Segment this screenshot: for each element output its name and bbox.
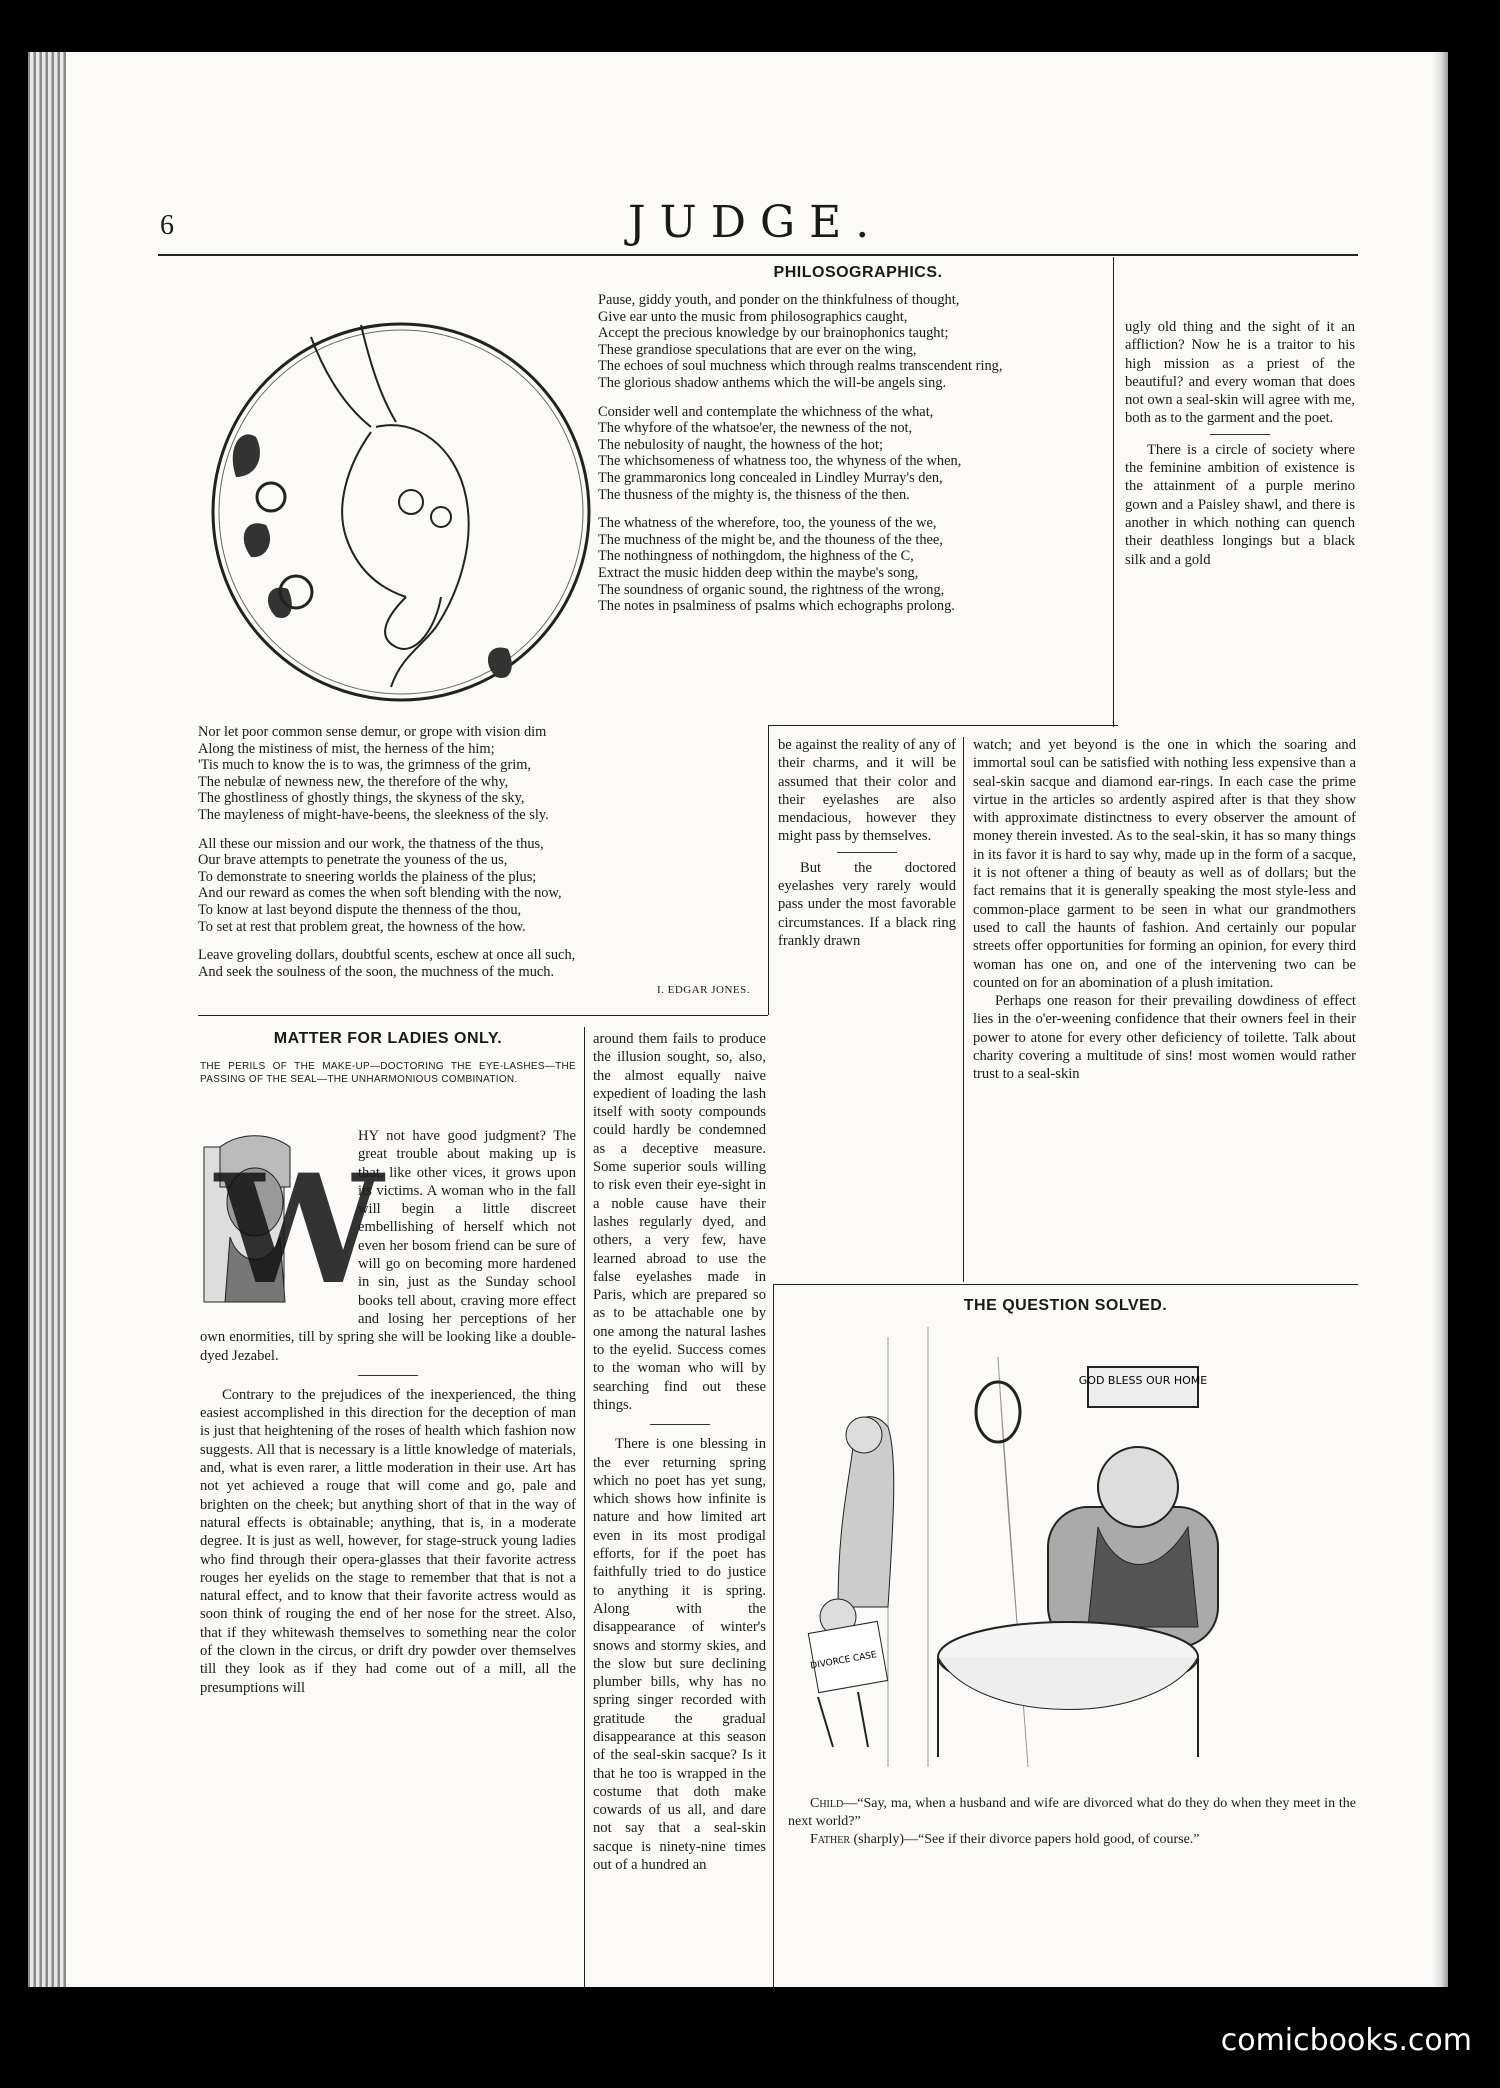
masthead: JUDGE.	[628, 197, 884, 248]
father-quote: (sharply)—“See if their divorce papers hold good, of course.”	[850, 1832, 1200, 1847]
ladies-title: MATTER FOR LADIES ONLY.	[273, 1030, 503, 1047]
poem-line: And seek the soulness of the soon, the muchness of the much.	[198, 963, 555, 980]
poem-line: The nebulosity of naught, the howness of the hot;	[598, 436, 883, 453]
stanza-3	[598, 515, 1138, 615]
ladies-subtitle: THE PERILS OF THE MAKE-UP—DOCTORING THE EYE-LASHES—THE PASSING OF THE SEAL—THE UNHARMONIOUS COMBINATION.	[200, 1061, 576, 1085]
wall-sign-text: GOD BLESS OUR HOME	[1078, 1374, 1208, 1387]
wide-right-column	[973, 736, 1356, 1084]
dropcap-letter: W	[215, 1142, 384, 1318]
poem-line: Consider well and contemplate the whichness of the what,	[598, 403, 934, 420]
philo-stanzas-top	[598, 292, 1138, 627]
father-label: Father	[810, 1832, 851, 1847]
ladies-column-2	[593, 1030, 766, 1874]
philo-stanzas-bottom	[198, 724, 758, 999]
poem-line: The soundness of organic sound, the rightness of the wrong,	[598, 581, 945, 598]
poem-line: The mayleness of might-have-beens, the sleekness of the sly.	[198, 806, 549, 823]
paragraph: ugly old thing and the sight of it an affliction? Now he is a traitor to his high mission as a priest of the beautiful? and every woman that does not own a seal-skin will agree with me, both as to the garment and the poet.	[1125, 319, 1355, 427]
divider	[1210, 434, 1270, 435]
divider	[358, 1375, 418, 1376]
donkey-illustration	[196, 297, 596, 727]
poem-line: Extract the music hidden deep within the maybe's song,	[598, 564, 919, 581]
poem-line: Along the mistiness of mist, the herness of the him;	[198, 740, 495, 757]
divider	[837, 852, 897, 853]
stanza-5	[198, 836, 758, 936]
paragraph: around them fails to produce the illusion sought, so, also, the almost equally naive expedient of loading the lash itself with sooty compounds could hardly be condemned as a deceptive measure. Some superior souls willing to risk even their eye-sight in a noble cause have their lashes regularly dyed, and others, a very few, have learned abroad to use the false eyelashes made in Paris, which are prepared so as to be attachable one by one among the natural lashes to the eyelid. Success comes to the woman who will by searching find out these things.	[593, 1031, 766, 1413]
poem-line: The glorious shadow anthems which the will-be angels sing.	[598, 374, 947, 391]
poem-line: Give ear unto the music from philosographics caught,	[598, 308, 908, 325]
watermark: comicbooks.com	[1220, 2023, 1472, 2058]
dropcap-illustration	[200, 1127, 384, 1318]
cartoon-illustration	[798, 1327, 1353, 1777]
cartoon-caption	[788, 1795, 1356, 1849]
poem-line: The echoes of soul muchness which through realms transcendent ring,	[598, 358, 1003, 375]
poem-line: The whichsomeness of whatness too, the whyness of the when,	[598, 453, 962, 470]
page-edge	[1432, 52, 1448, 1987]
poem-line: The ghostliness of ghostly things, the skyness of the sky,	[198, 790, 525, 807]
poem-line: To know at last beyond dispute the thenness of the thou,	[198, 901, 522, 918]
child-quote: —“Say, ma, when a husband and wife are divorced what do they do when they meet in the next world?”	[788, 1796, 1356, 1829]
poem-line: The grammaronics long concealed in Lindley Murray's den,	[598, 469, 943, 486]
newspaper-text: DIVORCE CASE	[809, 1650, 878, 1672]
poem-line: Accept the precious knowledge by our brainophonics taught;	[598, 325, 949, 342]
poem-line: The nothingness of nothingdom, the highness of the C,	[598, 548, 914, 565]
stanza-4	[198, 724, 758, 824]
middle-column	[778, 736, 956, 950]
poem-line: The whatness of the wherefore, too, the youness of the we,	[598, 515, 937, 532]
poem-line: The muchness of the might be, and the thouness of the thee,	[598, 531, 943, 548]
paragraph: HY not have good judgment? The great trouble about making up is that, like other vices, it grows upon its victims. A woman who in the fall will begin a little discreet embellishing of herself which not even her bosom friend can be sure of will go on becoming more hardened in sin, just as the Sunday school books tell about, craving more effect and losing her perceptions of her own enormities, till by spring she will be looking like a double-dyed Jezabel.	[200, 1128, 576, 1364]
poem-line: 'Tis much to know the is to was, the grimness of the grim,	[198, 757, 532, 774]
poem-line: Leave groveling dollars, doubtful scents, eschew at once all such,	[198, 947, 576, 964]
poem-line: All these our mission and our work, the thatness of the thus,	[198, 835, 544, 852]
poem-line: The notes in psalminess of psalms which echographs prolong.	[598, 598, 955, 615]
poem-line: To set at rest that problem great, the howness of the how.	[198, 918, 526, 935]
poem-signature: I. EDGAR JONES.	[656, 984, 750, 997]
poem-line: Pause, giddy youth, and ponder on the thinkfulness of thought,	[598, 292, 960, 308]
newspaper-page	[28, 52, 1448, 1987]
stanza-1	[598, 292, 1138, 392]
divider	[650, 1424, 710, 1425]
poem-line: To demonstrate to sneering worlds the plainess of the plus;	[198, 868, 537, 885]
poem-line: These grandiose speculations that are ever on the wing,	[598, 341, 917, 358]
poem-line: And our reward as comes the when soft blending with the now,	[198, 885, 562, 902]
ladies-column-1	[200, 1127, 576, 1697]
philo-title: PHILOSOGRAPHICS.	[773, 264, 943, 281]
paragraph: But the doctored eyelashes very rarely would pass under the most favorable circumstances. If a black ring frankly drawn	[778, 859, 956, 949]
poem-line: Nor let poor common sense demur, or grope with vision dim	[198, 724, 547, 740]
right-column-top	[1125, 318, 1355, 569]
paragraph: There is a circle of society where the feminine ambition of existence is the attainment of a purple merino gown and a Paisley shawl, and there is another in which nothing can quench their deathless longings but a black silk and a gold	[1125, 441, 1355, 568]
poem-line: The thusness of the mighty is, the thisness of the then.	[598, 486, 910, 503]
paragraph: watch; and yet beyond is the one in which the soaring and immortal soul can be satisfied with nothing less expensive than a seal-skin sacque and diamond ear-rings. In each case the prime virtue in the articles so ardently aspired after is that they show with approximate distinctness to every observer the amount of money therein invested. As to the seal-skin, it has so many things in its favor it is hard to say why, made up in the form of a sacque, it is not oftener a thing of beauty as well as of dollars; but the fact remains that it is generally speaking the most style-less and common-place garment to be seen in what our grandmothers used to call the haunts of fashion. And certainly our popular streets offer opportunities for forming an opinion, for every third woman has one on, and one of the intervening two can be counted on for an abomination of a plush imitation.	[973, 737, 1356, 991]
paragraph: Contrary to the prejudices of the inexperienced, the thing easiest accomplished in this direction for the deception of man is just that heightening of the roses of health which fashion now suggests. All that is necessary is a little knowledge of materials, and, what is even rarer, a little moderation in their use. Art has not yet achieved a rouge that will come and go, pale and brighten on the cheek; but anything short of that in the way of natural effects is obtainable; anything, that is, in a moderate degree. It is just as well, however, for stage-struck young ladies who find through their opera-glasses that their favorite actress rouges her eyelids on the stage to remember that that is not a natural effect, and to know that their favorite actress would as soon think of rouging the end of her nose for the street. Also, that if they whitewash themselves to something near the color of the clown in the circus, or drift dry powder over themselves till they look as if they had come out of a mill, all the presumptions will	[200, 1386, 576, 1696]
poem-line: The whyfore of the whatsoe'er, the newness of the not,	[598, 420, 913, 437]
paragraph: Perhaps one reason for their prevailing dowdiness of effect lies in the o'er-weening confidence that their owners feel in their power to atone for every other deficiency of toilette. Talk about charity covering a multitude of sins! most women would rather trust to a seal-skin	[973, 993, 1356, 1083]
stanza-2	[598, 404, 1138, 504]
page-number: 6	[160, 210, 174, 241]
stanza-6	[198, 947, 758, 980]
poem-line: The nebulæ of newness new, the therefore of the why,	[198, 773, 509, 790]
cartoon-title: THE QUESTION SOLVED.	[963, 1297, 1168, 1314]
poem-line: Our brave attempts to penetrate the youness of the us,	[198, 852, 508, 869]
paragraph: be against the reality of any of their charms, and it will be assumed that their color and their eyelashes are also mendacious, however they might pass by themselves.	[778, 737, 956, 845]
child-label: Child	[810, 1796, 844, 1811]
paragraph: There is one blessing in the ever returning spring which no poet has yet sung, which shows how infinite is nature and how limited art even in its most prodigal efforts, for if the poet has faithfully tried to do justice to anything it is spring. Along with the disappearance of winter's snows and stormy skies, and the slow but sure declining plumber bills, why has no spring singer recorded with gratitude the gradual disappearance at this season of the seal-skin sacque? Is it that he too is wrapped in the costume that doth make cowards of us all, and dare not say that a seal-skin sacque is ninety-nine times out of a hundred an	[593, 1436, 766, 1874]
page-binding	[28, 52, 66, 1987]
